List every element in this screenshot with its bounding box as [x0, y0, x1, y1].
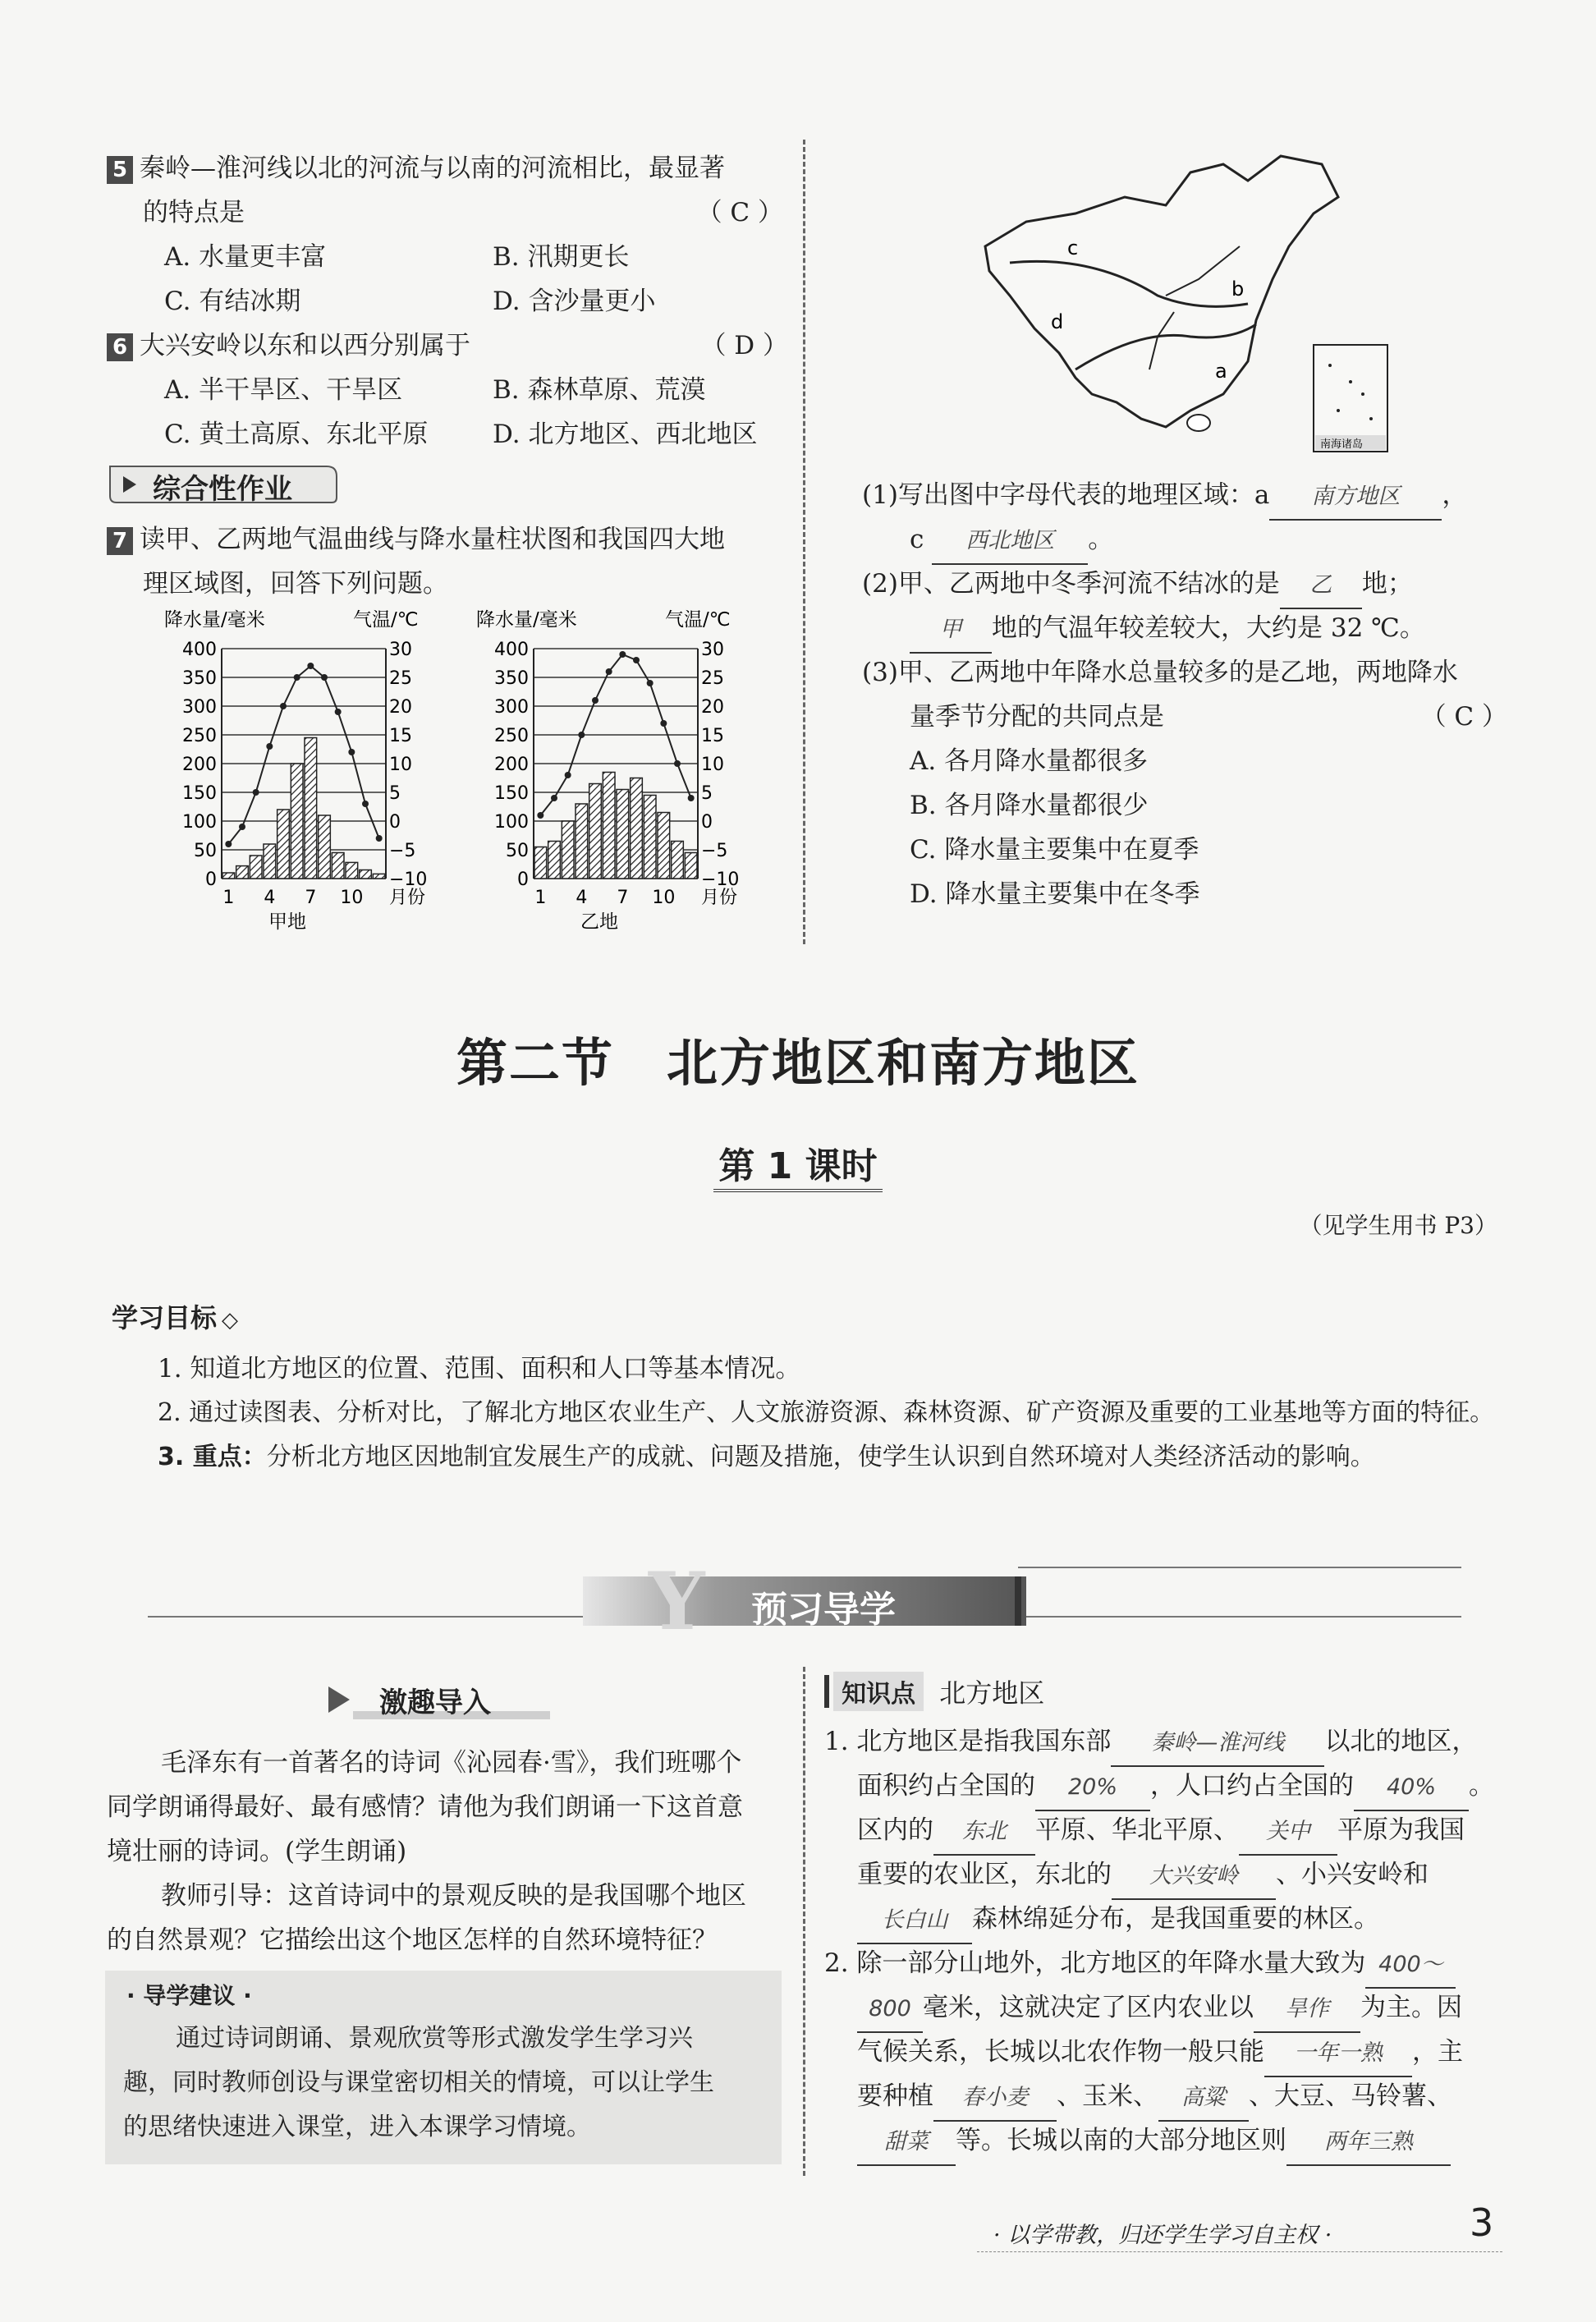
q7-part1-line2: c 西北地区 。 — [910, 517, 1113, 565]
tick-label-month: 7 — [305, 888, 317, 908]
temp-point — [307, 663, 314, 669]
answer-k2-crop3: 甜菜 — [857, 2120, 956, 2166]
column-divider — [803, 140, 805, 944]
q7-part3-option-a: A. 各月降水量都很多 — [910, 746, 1149, 776]
precip-bar — [264, 844, 276, 879]
precip-bar — [685, 853, 697, 879]
precip-bar — [305, 738, 317, 879]
footer-rule — [977, 2251, 1502, 2252]
q6-answer: （ D ） — [700, 331, 788, 360]
temp-point — [688, 795, 695, 801]
tag-bar — [824, 1675, 829, 1708]
q7-part2-line2: 甲 地的气温年较差较大，大约是 32 ℃。 — [910, 606, 1425, 654]
q5-option-d: D. 含沙量更小 — [493, 287, 656, 316]
temp-point — [266, 743, 273, 750]
map-label-a: a — [1215, 360, 1227, 383]
temp-point — [376, 835, 383, 842]
temp-point — [660, 720, 667, 727]
axis-title-precip: 降水量/毫米 — [476, 609, 577, 631]
tick-label-temp: 25 — [701, 668, 724, 689]
tick-label-temp: 20 — [389, 697, 412, 718]
tick-label-precip: 350 — [182, 668, 217, 689]
map-label-d: d — [1051, 310, 1064, 333]
china-regions-map — [977, 148, 1404, 460]
temp-point — [239, 824, 245, 830]
answer-p1-a: 南方地区 — [1269, 475, 1442, 521]
tick-label-month: 1 — [534, 888, 547, 908]
answer-k2-south: 两年三熟 — [1286, 2120, 1451, 2166]
tick-label-precip: 350 — [494, 668, 529, 689]
tick-label-precip: 50 — [506, 841, 529, 861]
goal-1: 1. 知道北方地区的位置、范围、面积和人口等基本情况。 — [158, 1354, 801, 1384]
intro-title: 激趣导入 — [379, 1686, 491, 1719]
homework-section-tag — [105, 461, 343, 506]
tick-label-precip: 250 — [494, 726, 529, 746]
precip-bar — [658, 813, 670, 879]
tick-label-temp: 0 — [389, 812, 401, 833]
precip-bar — [603, 773, 615, 879]
chart-place-label: 乙地 — [580, 911, 618, 933]
q7-part2-line1: (2)甲、乙两地中冬季河流不结冰的是 乙 地； — [862, 562, 1413, 609]
q7-part3-answer: （ C ） — [1420, 702, 1507, 732]
climate-chart-yi — [476, 608, 780, 952]
precip-bar — [277, 810, 290, 879]
q7-line2: 理区域图，回答下列问题。 — [143, 569, 448, 599]
banner-letter: Y — [649, 1555, 705, 1648]
temp-line — [228, 666, 378, 844]
tick-label-temp: 10 — [701, 755, 724, 775]
q7-part1-line1: (1)写出图中字母代表的地理区域：a 南方地区 ， — [862, 473, 1467, 521]
precip-bar — [644, 796, 656, 879]
answer-p2-a: 乙 — [1280, 563, 1362, 609]
temp-point — [606, 668, 612, 675]
answer-k2-rain-min: 400～ — [1365, 1943, 1456, 1989]
knowledge-title: 北方地区 — [939, 1677, 1045, 1709]
axis-title-month: 月份 — [701, 888, 738, 908]
k2-line1: 2. 除一部分山地外，北方地区的年降水量大致为 400～ — [824, 1941, 1456, 1989]
suggestion-line3: 的思绪快速进入课堂，进入本课学习情境。 — [123, 2113, 591, 2141]
q6-line: 6 大兴安岭以东和以西分别属于 （ D ） — [107, 324, 788, 368]
intro-p2-line2: 的自然景观？它描绘出这个地区怎样的自然环境特征？ — [107, 1925, 718, 1955]
tick-label-precip: 150 — [494, 783, 529, 804]
footer-slogan: · 以学带教，归还学生学习自主权 · — [993, 2223, 1332, 2248]
answer-k1-plain2: 关中 — [1239, 1810, 1337, 1856]
tick-label-temp: 5 — [701, 783, 713, 804]
answer-p1-c: 西北地区 — [932, 519, 1088, 565]
reference-note: （见学生用书 P3） — [1299, 1212, 1497, 1239]
suggestion-line2: 趣，同时教师创设与课堂密切相关的情境，可以让学生 — [123, 2068, 714, 2097]
answer-k2-farming: 旱作 — [1254, 1987, 1360, 2033]
tick-label-temp: 0 — [701, 812, 713, 833]
knowledge-tag-label: 知识点 — [833, 1672, 924, 1711]
tick-label-temp: 15 — [701, 726, 724, 746]
q5-option-a: A. 水量更丰富 — [164, 242, 327, 272]
answer-k1-area: 20% — [1035, 1765, 1150, 1811]
precip-bar — [250, 856, 262, 879]
temp-point — [565, 772, 571, 778]
tick-label-temp: 10 — [389, 755, 412, 775]
q5-option-b: B. 汛期更长 — [493, 242, 630, 272]
diamond-icon: ◇ — [222, 1308, 239, 1333]
tick-label-precip: 300 — [182, 697, 217, 718]
tick-label-month: 4 — [576, 888, 588, 908]
k2-line2: 800 毫米，这就决定了区内农业以 旱作 为主。因 — [857, 1985, 1462, 2033]
q7-number: 7 — [107, 527, 133, 555]
precip-bar — [672, 842, 684, 879]
temp-point — [253, 789, 259, 796]
tick-label-month: 7 — [617, 888, 629, 908]
answer-k1-forest: 大兴安岭 — [1112, 1854, 1276, 1900]
intro-p1-line3: 境壮丽的诗词。(学生朗诵) — [107, 1837, 407, 1866]
temp-point — [592, 697, 598, 704]
precip-bar — [360, 870, 372, 879]
teaching-suggestion-box — [105, 1971, 782, 2164]
k1-line4: 重要的农业区，东北的 大兴安岭 、小兴安岭和 — [857, 1852, 1429, 1900]
goals-tag: 学习目标 ◇ — [112, 1302, 239, 1333]
q6-option-b: B. 森林草原、荒漠 — [493, 375, 706, 405]
tick-label-temp: −5 — [389, 841, 416, 861]
tick-label-temp: 30 — [701, 640, 724, 660]
precip-bar — [346, 862, 358, 879]
tick-label-month: 10 — [340, 888, 364, 908]
tick-label-temp: 30 — [389, 640, 412, 660]
tick-label-precip: 100 — [182, 812, 217, 833]
tick-label-precip: 150 — [182, 783, 217, 804]
answer-p2-b: 甲 — [910, 608, 992, 654]
map-label-b: b — [1231, 278, 1245, 301]
temp-point — [551, 795, 557, 801]
precip-bar — [291, 764, 303, 879]
temp-point — [674, 760, 681, 767]
q7-part3-option-c: C. 降水量主要集中在夏季 — [910, 835, 1199, 865]
temp-point — [578, 732, 585, 738]
q5-line1: 5 秦岭—淮河线以北的河流与以南的河流相比，最显著 — [107, 146, 788, 190]
suggestion-title: · 导学建议 · — [126, 1982, 252, 2009]
intro-p1-line2: 同学朗诵得最好、最有感情？请他为我们朗诵一下这首意 — [107, 1792, 743, 1822]
axis-title-month: 月份 — [389, 888, 426, 908]
k1-line3: 区内的 东北 平原、华北平原、 关中 平原为我国 — [857, 1808, 1465, 1856]
precip-bar — [319, 815, 331, 879]
intro-p1-line1: 毛泽东有一首著名的诗词《沁园春·雪》，我们班哪个 — [161, 1748, 742, 1778]
tick-label-precip: 400 — [494, 640, 529, 660]
temp-point — [348, 749, 355, 755]
precip-bar — [576, 804, 588, 879]
tick-label-precip: 200 — [182, 755, 217, 775]
q5-option-c: C. 有结冰期 — [164, 287, 301, 316]
answer-k1-pop: 40% — [1354, 1765, 1469, 1811]
q6-option-c: C. 黄土高原、东北平原 — [164, 420, 429, 449]
answer-k2-crop2: 高粱 — [1158, 2076, 1249, 2122]
tick-label-month: 1 — [222, 888, 235, 908]
q7-line1: 7 读甲、乙两地气温曲线与降水量柱状图和我国四大地 — [107, 517, 725, 562]
goal-3: 3. 重点：分析北方地区因地制宜发展生产的成就、问题及措施，使学生认识到自然环境对人类经济活动的影响。 — [158, 1443, 1375, 1471]
temp-point — [225, 841, 232, 847]
precip-bar — [589, 784, 602, 879]
temp-point — [280, 703, 287, 709]
temp-point — [633, 657, 640, 663]
answer-k1-plain1: 东北 — [933, 1810, 1035, 1856]
tick-label-precip: 0 — [205, 870, 217, 890]
precip-bar — [332, 853, 344, 879]
temp-point — [537, 812, 543, 819]
temp-point — [647, 680, 654, 686]
tick-label-temp: 15 — [389, 726, 412, 746]
q7-part3-option-b: B. 各月降水量都很少 — [910, 791, 1149, 820]
tick-label-precip: 100 — [494, 812, 529, 833]
climate-chart-jia — [164, 608, 468, 952]
banner-title: 预习导学 — [751, 1589, 896, 1631]
q6-option-d: D. 北方地区、西北地区 — [493, 420, 758, 449]
precip-bar — [236, 866, 249, 879]
chart-place-label: 甲地 — [268, 911, 306, 933]
tick-label-month: 4 — [264, 888, 276, 908]
precip-bar — [534, 847, 547, 879]
tick-label-precip: 50 — [194, 841, 217, 861]
answer-k2-rain-max: 800 — [857, 1987, 923, 2033]
k1-line1: 1. 北方地区是指我国东部 秦岭—淮河线 以北的地区， — [824, 1719, 1477, 1767]
map-label-c: c — [1067, 236, 1079, 259]
tick-label-temp: −5 — [701, 841, 728, 861]
q7-part3-line2: 量季节分配的共同点是 （ C ） — [910, 695, 1507, 739]
lesson-title-wrap — [0, 1136, 1596, 1189]
precip-bar — [548, 842, 561, 879]
lesson-title: 第 1 课时 — [713, 1145, 882, 1192]
answer-k2-harvest: 一年一熟 — [1264, 2031, 1412, 2077]
preview-banner — [583, 1555, 1026, 1648]
tick-label-temp: −10 — [389, 870, 428, 890]
tick-label-precip: 0 — [517, 870, 529, 890]
q7-part3-option-d: D. 降水量主要集中在冬季 — [910, 879, 1200, 909]
tick-label-precip: 400 — [182, 640, 217, 660]
tick-label-temp: 20 — [701, 697, 724, 718]
answer-k1-boundary: 秦岭—淮河线 — [1111, 1721, 1324, 1767]
k2-line4: 要种植 春小麦 、玉米、 高粱 、大豆、马铃薯、 — [857, 2074, 1452, 2122]
map-inset-label: 南海诸岛 — [1320, 438, 1364, 451]
answer-k1-mountain: 长白山 — [857, 1898, 972, 1944]
answer-k2-crop1: 春小麦 — [933, 2076, 1057, 2122]
axis-title-precip: 降水量/毫米 — [164, 609, 265, 631]
intro-p2-line1: 教师引导：这首诗词中的景观反映的是我国哪个地区 — [161, 1881, 746, 1911]
banner-rule-right — [1018, 1567, 1461, 1572]
suggestion-line1: 通过诗词朗诵、景观欣赏等形式激发学生学习兴 — [176, 2024, 693, 2053]
temp-point — [294, 674, 300, 681]
q7-part3-line1: (3)甲、乙两地中年降水总量较多的是乙地，两地降水 — [862, 658, 1458, 687]
precip-bar — [631, 778, 643, 879]
tick-label-temp: −10 — [701, 870, 740, 890]
temp-point — [321, 674, 328, 681]
q5-line2: 的特点是 （ C ） — [143, 190, 783, 235]
q5-number: 5 — [107, 156, 133, 184]
q5-answer: （ C ） — [696, 198, 783, 227]
intro-tag — [320, 1675, 566, 1724]
page-number: 3 — [1470, 2200, 1494, 2245]
temp-point — [335, 709, 342, 715]
axis-title-temp: 气温/℃ — [353, 609, 419, 631]
k2-line5: 甜菜 等。长城以南的大部分地区则 两年三熟 — [857, 2118, 1451, 2166]
knowledge-tag — [824, 1672, 1044, 1709]
tick-label-precip: 250 — [182, 726, 217, 746]
precip-bar — [373, 874, 385, 879]
k1-line5: 长白山 森林绵延分布，是我国重要的林区。 — [857, 1897, 1379, 1944]
q6-option-a: A. 半干旱区、干旱区 — [164, 375, 403, 405]
precip-bar — [222, 873, 235, 879]
precip-bar — [562, 821, 574, 879]
k1-line2: 面积约占全国的 20% ，人口约占全国的 40% 。 — [857, 1764, 1494, 1811]
homework-title: 综合性作业 — [153, 473, 292, 506]
tick-label-temp: 5 — [389, 783, 401, 804]
temp-point — [362, 801, 369, 807]
tick-label-precip: 300 — [494, 697, 529, 718]
section-title: 第二节 北方地区和南方地区 — [456, 1033, 1140, 1093]
tick-label-month: 10 — [652, 888, 676, 908]
precip-bar — [617, 790, 629, 879]
axis-title-temp: 气温/℃ — [665, 609, 731, 631]
q6-number: 6 — [107, 333, 133, 361]
tick-label-temp: 25 — [389, 668, 412, 689]
column-divider-bottom — [803, 1667, 805, 2176]
temp-point — [619, 651, 626, 658]
tick-label-precip: 200 — [494, 755, 529, 775]
k2-line3: 气候关系，长城以北农作物一般只能 一年一熟 ，主 — [857, 2030, 1463, 2077]
goal-2: 2. 通过读图表、分析对比，了解北方地区农业生产、人文旅游资源、森林资源、矿产资源及重要的工业基地等方面的特征。 — [158, 1398, 1495, 1427]
